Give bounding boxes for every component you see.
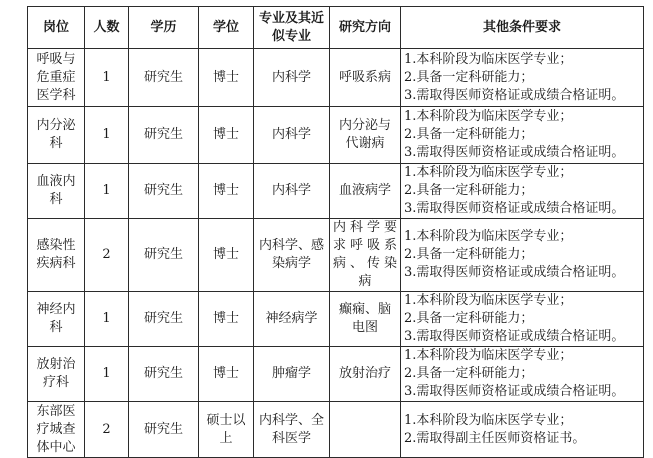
table-row xyxy=(28,107,644,164)
cell-direction: 癫痫、脑电图 xyxy=(330,292,401,347)
cell-post: 血液内科 xyxy=(28,164,85,219)
cell-major: 内科学 xyxy=(254,49,330,107)
requirement-line: 3.需取得医师资格证或成绩合格证明。 xyxy=(404,329,625,344)
requirement-line: 2.需取得副主任医师资格证书。 xyxy=(404,430,586,446)
header-post: 岗位 xyxy=(28,7,85,49)
requirement-line: 3.需取得医师资格证或成绩合格证明。 xyxy=(404,87,625,103)
cell-degree: 博士 xyxy=(199,164,254,219)
cell-major: 内科学 xyxy=(254,107,330,164)
header-education: 学历 xyxy=(129,7,199,49)
cell-count: 2 xyxy=(85,219,129,292)
cell-count: 1 xyxy=(85,164,129,219)
cell-post: 感染性疾病科 xyxy=(28,219,85,292)
cell-count: 1 xyxy=(85,49,129,107)
cell-count: 1 xyxy=(85,347,129,402)
requirement-line: 3.需取得医师资格证或成绩合格证明。 xyxy=(404,201,625,216)
requirement-line: 1.本科阶段为临床医学专业； xyxy=(404,412,573,428)
requirement-line: 2.具备一定科研能力； xyxy=(404,311,534,326)
cell-major: 内科学、感染病学 xyxy=(254,219,330,292)
cell-degree: 博士 xyxy=(199,347,254,402)
cell-education: 研究生 xyxy=(129,292,199,347)
cell-degree: 博士 xyxy=(199,49,254,107)
requirement-line: 1.本科阶段为临床医学专业； xyxy=(404,165,573,180)
cell-direction: 内分泌与代谢病 xyxy=(330,107,401,164)
requirement-line: 1.本科阶段为临床医学专业； xyxy=(404,293,573,308)
cell-major: 神经病学 xyxy=(254,292,330,347)
header-count: 人数 xyxy=(85,7,129,49)
requirement-line: 1.本科阶段为临床医学专业； xyxy=(404,229,573,244)
cell-education: 研究生 xyxy=(129,107,199,164)
cell-post: 呼吸与危重症医学科 xyxy=(28,49,85,107)
header-major: 专业及其近似专业 xyxy=(254,7,330,49)
cell-direction xyxy=(330,402,401,458)
requirement-line: 2.具备一定科研能力； xyxy=(404,69,534,85)
header-direction: 研究方向 xyxy=(330,7,401,49)
cell-degree: 博士 xyxy=(199,219,254,292)
table-header-row xyxy=(28,7,644,49)
cell-degree: 博士 xyxy=(199,107,254,164)
cell-education: 研究生 xyxy=(129,402,199,458)
cell-post: 内分泌科 xyxy=(28,107,85,164)
table-row xyxy=(28,292,644,347)
requirement-line: 3.需取得医师资格证或成绩合格证明。 xyxy=(404,384,625,399)
cell-requirements xyxy=(401,164,644,219)
cell-requirements xyxy=(401,402,644,458)
cell-degree: 博士 xyxy=(199,292,254,347)
cell-major: 内科学 xyxy=(254,164,330,219)
requirement-line: 2.具备一定科研能力； xyxy=(404,247,534,262)
cell-requirements xyxy=(401,49,644,107)
requirement-line: 1.本科阶段为临床医学专业； xyxy=(404,348,573,363)
cell-requirements xyxy=(401,219,644,292)
cell-major: 内科学、全科医学 xyxy=(254,402,330,458)
cell-requirements xyxy=(401,347,644,402)
table-row xyxy=(28,164,644,219)
cell-direction: 血液病学 xyxy=(330,164,401,219)
cell-count: 1 xyxy=(85,292,129,347)
table-row xyxy=(28,347,644,402)
cell-direction: 呼吸系病 xyxy=(330,49,401,107)
cell-count: 1 xyxy=(85,107,129,164)
cell-education: 研究生 xyxy=(129,347,199,402)
requirement-line: 1.本科阶段为临床医学专业； xyxy=(404,51,573,67)
requirement-line: 1.本科阶段为临床医学专业； xyxy=(404,109,573,124)
cell-education: 研究生 xyxy=(129,49,199,107)
recruitment-table xyxy=(27,6,644,458)
requirement-line: 2.具备一定科研能力； xyxy=(404,366,534,381)
cell-post: 放射治疗科 xyxy=(28,347,85,402)
cell-degree: 硕士以上 xyxy=(199,402,254,458)
header-requirements: 其他条件要求 xyxy=(401,7,644,49)
cell-education: 研究生 xyxy=(129,219,199,292)
table-row xyxy=(28,219,644,292)
cell-major: 肿瘤学 xyxy=(254,347,330,402)
cell-requirements xyxy=(401,292,644,347)
cell-count: 2 xyxy=(85,402,129,458)
cell-post: 神经内科 xyxy=(28,292,85,347)
requirement-line: 2.具备一定科研能力； xyxy=(404,183,534,198)
requirement-line: 3.需取得医师资格证或成绩合格证明。 xyxy=(404,265,625,280)
table-row xyxy=(28,49,644,107)
table-row xyxy=(28,402,644,458)
cell-education: 研究生 xyxy=(129,164,199,219)
requirement-line: 3.需取得医师资格证或成绩合格证明。 xyxy=(404,145,625,160)
cell-direction: 放射治疗 xyxy=(330,347,401,402)
cell-post: 东部医疗城查体中心 xyxy=(28,402,85,458)
cell-requirements xyxy=(401,107,644,164)
requirement-line: 2.具备一定科研能力； xyxy=(404,127,534,142)
cell-direction: 内科学要求呼吸系病、传染病 xyxy=(330,219,401,292)
header-degree: 学位 xyxy=(199,7,254,49)
